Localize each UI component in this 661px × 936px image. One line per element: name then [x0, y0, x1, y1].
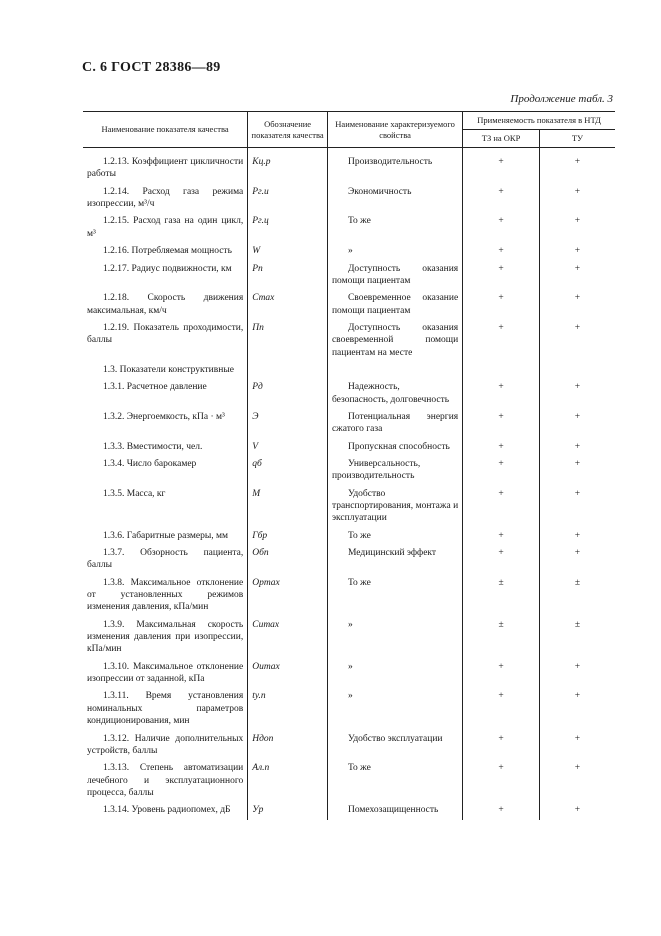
applicability-tz: ±: [463, 575, 540, 617]
applicability-tu: [539, 362, 615, 379]
applicability-tu: +: [539, 409, 615, 439]
indicator-symbol: tу.п: [248, 688, 328, 730]
table-row: [83, 261, 615, 291]
col-header-tu: ТУ: [539, 130, 615, 148]
indicator-name: 1.2.13. Коэффициент цикличности работы: [87, 157, 244, 180]
applicability-tz: +: [463, 688, 540, 730]
characterized-property: Пропускная способность: [327, 439, 462, 456]
applicability-tz: +: [463, 213, 540, 243]
applicability-tu: +: [539, 243, 615, 260]
applicability-tz: [463, 362, 540, 379]
indicator-symbol: V: [248, 439, 328, 456]
applicability-tz: +: [463, 409, 540, 439]
characterized-property: Универсальность, производительность: [327, 456, 462, 486]
indicator-name: 1.2.15. Расход газа на один цикл, м³: [87, 216, 244, 239]
applicability-tz: +: [463, 290, 540, 320]
applicability-tz: +: [463, 528, 540, 545]
applicability-tz: +: [463, 456, 540, 486]
characterized-property: »: [327, 659, 462, 689]
applicability-tz: +: [463, 379, 540, 409]
characterized-property: То же: [327, 760, 462, 802]
applicability-tu: +: [539, 379, 615, 409]
indicator-symbol: M: [248, 486, 328, 528]
table-row: [83, 439, 615, 456]
indicator-name: 1.3.2. Энергоемкость, кПа · м³: [103, 411, 225, 422]
characterized-property: Производительность: [327, 154, 462, 184]
applicability-tu: +: [539, 486, 615, 528]
table-row: [83, 379, 615, 409]
applicability-tu: +: [539, 154, 615, 184]
table-row: [83, 760, 615, 802]
characterized-property: То же: [327, 528, 462, 545]
col-header-applicability: Применяемость показателя в НТД: [463, 112, 615, 130]
table-continuation-label: Продолжение табл. 3: [510, 93, 613, 105]
indicator-symbol: Aл.п: [248, 760, 328, 802]
applicability-tu: +: [539, 184, 615, 214]
col-header-name: Наименование показателя качества: [83, 112, 248, 148]
table-row: [83, 320, 615, 362]
indicator-symbol: Обп: [248, 545, 328, 575]
table-row: [83, 184, 615, 214]
indicator-name: 1.3.13. Степень автоматизации лечебного и эксплуатационного процесса, баллы: [87, 763, 244, 798]
characterized-property: Надежность, безопасность, долговечность: [327, 379, 462, 409]
characterized-property: [327, 362, 462, 379]
indicator-name: 1.2.16. Потребляемая мощность: [103, 246, 232, 257]
characterized-property: »: [327, 688, 462, 730]
applicability-tu: ±: [539, 575, 615, 617]
applicability-tz: +: [463, 184, 540, 214]
indicator-symbol: Пп: [248, 320, 328, 362]
indicator-symbol: Уp: [248, 802, 328, 819]
applicability-tu: +: [539, 261, 615, 291]
applicability-tz: +: [463, 154, 540, 184]
table-row: [83, 617, 615, 659]
table-row: [83, 154, 615, 184]
applicability-tu: +: [539, 731, 615, 761]
applicability-tu: +: [539, 290, 615, 320]
applicability-tu: +: [539, 439, 615, 456]
indicator-symbol: W: [248, 243, 328, 260]
table-row: [83, 575, 615, 617]
indicator-name: 1.2.17. Радиус подвижности, км: [103, 263, 232, 274]
characterized-property: Своевременное оказание помощи пациентам: [327, 290, 462, 320]
indicator-name: 1.3.4. Число барокамер: [103, 458, 197, 469]
indicator-symbol: Hдоп: [248, 731, 328, 761]
applicability-tu: +: [539, 760, 615, 802]
table-row: [83, 290, 615, 320]
applicability-tu: +: [539, 213, 615, 243]
indicator-symbol: Pп: [248, 261, 328, 291]
characterized-property: Экономичность: [327, 184, 462, 214]
applicability-tz: +: [463, 731, 540, 761]
indicator-symbol: Opmax: [248, 575, 328, 617]
indicator-symbol: Гбр: [248, 528, 328, 545]
table-row: [83, 528, 615, 545]
applicability-tz: +: [463, 659, 540, 689]
indicator-name: 1.3.11. Время установления номинальных параметров кондиционирования, мин: [87, 691, 244, 727]
characterized-property: Доступность оказания своевременной помощи пациентам на месте: [327, 320, 462, 362]
indicator-name: 1.3.5. Масса, кг: [103, 488, 166, 499]
table-row: [83, 802, 615, 819]
indicator-name: 1.3.8. Максимальное отклонение от установленных режимов изменения давления, кПа/мин: [87, 577, 244, 613]
quality-indicators-table: [83, 111, 615, 820]
indicator-name: 1.3.7. Обзорность пациента, баллы: [87, 548, 244, 571]
table-row: [83, 486, 615, 528]
indicator-name: 1.3. Показатели конструктивные: [103, 364, 234, 375]
indicator-name: 1.2.19. Показатель проходимости, баллы: [87, 322, 244, 346]
col-header-property: Наименование характеризуемого свойства: [327, 112, 462, 148]
applicability-tz: ±: [463, 617, 540, 659]
indicator-symbol: Pг.и: [248, 184, 328, 214]
characterized-property: Доступность оказания помощи пациентам: [327, 261, 462, 291]
table-row: [83, 243, 615, 260]
table-row: [83, 456, 615, 486]
applicability-tz: +: [463, 486, 540, 528]
applicability-tu: +: [539, 688, 615, 730]
indicator-symbol: Oиmax: [248, 659, 328, 689]
indicator-symbol: qб: [248, 456, 328, 486]
table-row: [83, 362, 615, 379]
table-row: [83, 213, 615, 243]
applicability-tz: +: [463, 261, 540, 291]
indicator-name: 1.3.10. Максимальное отклонение изопрессии от заданной, кПа: [87, 661, 244, 685]
applicability-tz: +: [463, 760, 540, 802]
applicability-tu: +: [539, 659, 615, 689]
indicator-symbol: Э: [248, 409, 328, 439]
table-row: [83, 731, 615, 761]
indicator-symbol: Cmax: [248, 290, 328, 320]
applicability-tu: +: [539, 545, 615, 575]
applicability-tz: +: [463, 243, 540, 260]
applicability-tu: +: [539, 528, 615, 545]
indicator-name: 1.3.3. Вместимости, чел.: [103, 441, 203, 452]
col-header-tz: ТЗ на ОКР: [463, 130, 540, 148]
applicability-tu: ±: [539, 617, 615, 659]
characterized-property: Удобство эксплуатации: [327, 731, 462, 761]
applicability-tz: +: [463, 320, 540, 362]
indicator-symbol: [248, 362, 328, 379]
indicator-symbol: Pд: [248, 379, 328, 409]
applicability-tz: +: [463, 802, 540, 819]
indicator-name: 1.3.1. Расчетное давление: [103, 382, 207, 393]
table-row: [83, 545, 615, 575]
applicability-tu: +: [539, 802, 615, 819]
table-row: [83, 688, 615, 730]
col-header-symbol: Обозначение показателя качества: [248, 112, 328, 148]
characterized-property: То же: [327, 575, 462, 617]
table-row: [83, 409, 615, 439]
indicator-name: 1.2.18. Скорость движения максимальная, км/ч: [87, 293, 244, 316]
indicator-symbol: Pг.ц: [248, 213, 328, 243]
indicator-name: 1.3.9. Максимальная скорость изменения давления при изопрессии, кПа/мин: [87, 619, 244, 655]
characterized-property: Удобство транспортирования, монтажа и эксплуатации: [327, 486, 462, 528]
applicability-tu: +: [539, 456, 615, 486]
table-row: [83, 659, 615, 689]
applicability-tz: +: [463, 439, 540, 456]
characterized-property: То же: [327, 213, 462, 243]
applicability-tu: +: [539, 320, 615, 362]
indicator-name: 1.2.14. Расход газа режима изопрессии, м³/ч: [87, 186, 244, 210]
applicability-tz: +: [463, 545, 540, 575]
indicator-name: 1.3.14. Уровень радиопомех, дБ: [103, 805, 231, 816]
page-header: С. 6 ГОСТ 28386—89: [82, 60, 221, 75]
characterized-property: »: [327, 243, 462, 260]
characterized-property: Потенциальная энергия сжатого газа: [327, 409, 462, 439]
characterized-property: »: [327, 617, 462, 659]
characterized-property: Медицинский эффект: [327, 545, 462, 575]
indicator-name: 1.3.12. Наличие дополнительных устройств, баллы: [87, 733, 244, 756]
indicator-symbol: Cиmax: [248, 617, 328, 659]
indicator-symbol: Kц.р: [248, 154, 328, 184]
characterized-property: Помехозащищенность: [327, 802, 462, 819]
indicator-name: 1.3.6. Габаритные размеры, мм: [103, 530, 229, 541]
